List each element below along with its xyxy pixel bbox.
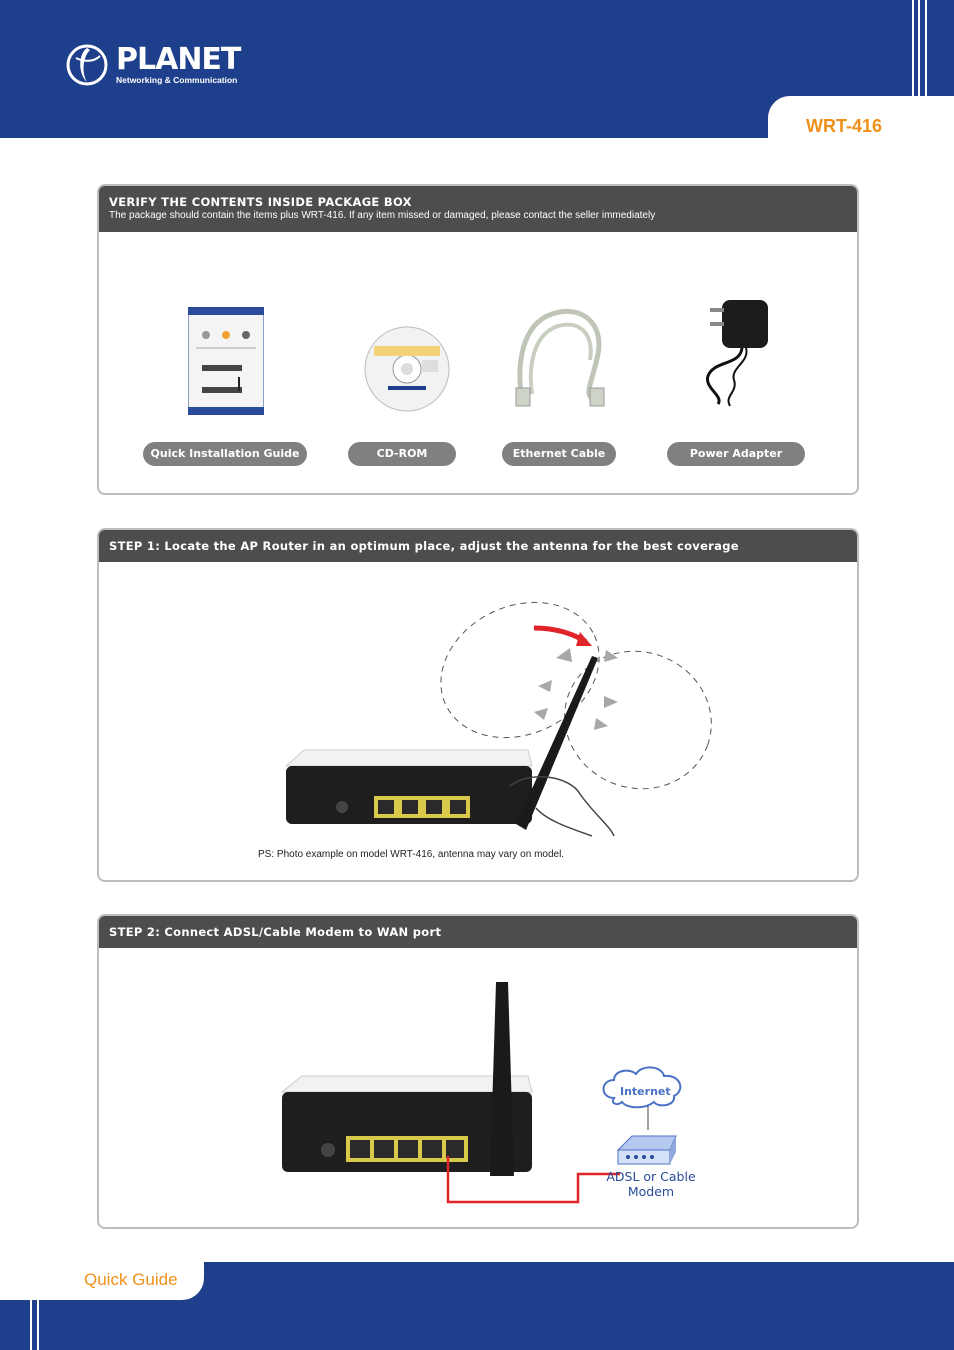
planet-globe-icon bbox=[66, 44, 108, 86]
brand-tagline: Networking & Communication bbox=[116, 74, 238, 85]
model-label: WRT-416 bbox=[806, 116, 883, 136]
header-decorative-lines bbox=[908, 0, 938, 96]
ethernet-cable-icon bbox=[512, 304, 608, 408]
package-panel-header bbox=[99, 186, 857, 232]
step1-title: STEP 1: Locate the AP Router in an optimum place, adjust the antenna for the best coverage bbox=[109, 539, 739, 553]
package-title: VERIFY THE CONTENTS INSIDE PACKAGE BOX bbox=[109, 195, 412, 209]
item-label-cd-rom: CD-ROM bbox=[348, 442, 456, 466]
modem-label-line2: Modem bbox=[627, 1184, 675, 1199]
cd-rom-icon bbox=[364, 326, 450, 412]
footer-decorative-lines bbox=[28, 1300, 48, 1350]
item-label-power-adapter: Power Adapter bbox=[667, 442, 805, 466]
internet-label: Internet bbox=[620, 1085, 671, 1098]
power-adapter-icon bbox=[694, 296, 774, 408]
step1-panel-header bbox=[99, 530, 857, 562]
modem-label-line1: ADSL or Cable bbox=[606, 1169, 696, 1184]
step2-title: STEP 2: Connect ADSL/Cable Modem to WAN port bbox=[109, 925, 442, 939]
item-label-quick-guide: Quick Installation Guide bbox=[143, 442, 307, 466]
step1-note: PS: Photo example on model WRT-416, antenna may vary on model. bbox=[258, 849, 565, 860]
item-label-ethernet-cable: Ethernet Cable bbox=[502, 442, 616, 466]
modem-label bbox=[600, 1169, 702, 1199]
package-subtitle: The package should contain the items plus WRT-416. If any item missed or damaged, please contact the seller immediately bbox=[109, 210, 656, 221]
router-antenna-illustration bbox=[280, 590, 720, 840]
brand-name: PLANET bbox=[116, 41, 241, 77]
planet-logo bbox=[66, 41, 241, 86]
guide-booklet-icon bbox=[188, 307, 264, 415]
step2-panel-header bbox=[99, 916, 857, 948]
footer-label: Quick Guide bbox=[84, 1270, 178, 1289]
